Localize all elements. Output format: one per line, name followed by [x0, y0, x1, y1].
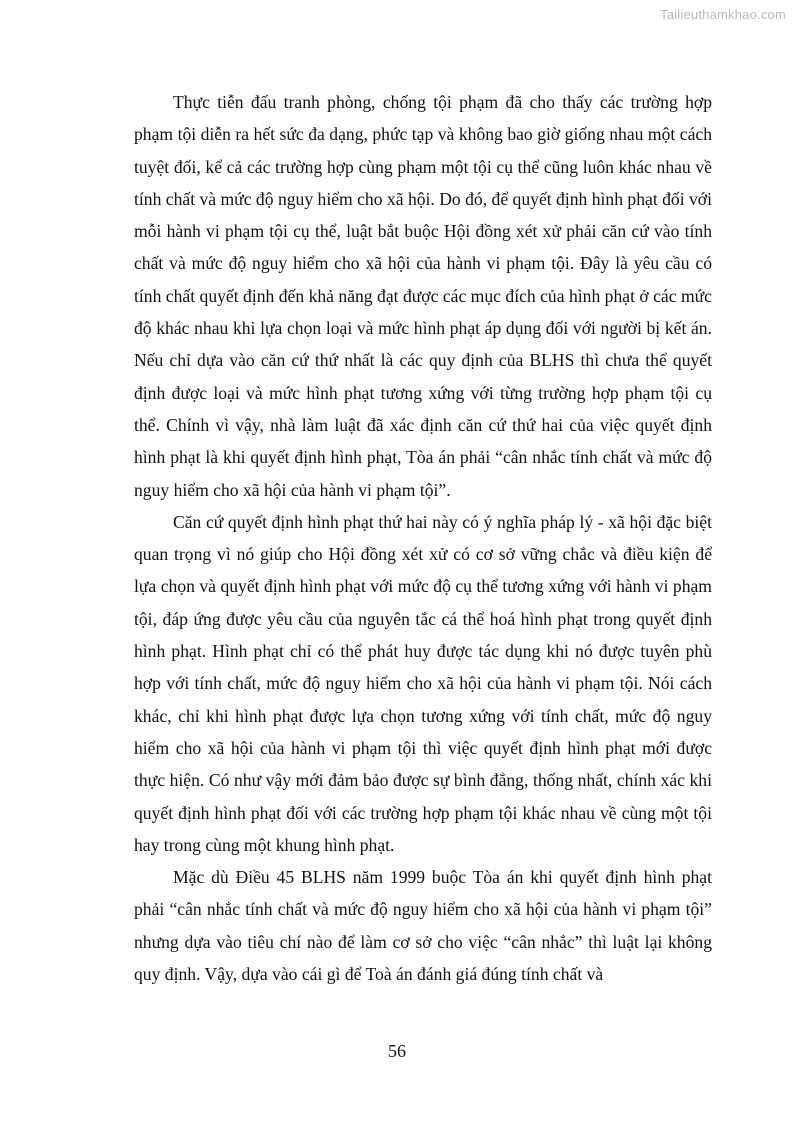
paragraph-1: Thực tiễn đấu tranh phòng, chống tội phạm đã cho thấy các trường hợp phạm tội diễn ra hết sức đa dạng, phức tạp và không bao giờ giống nhau một cách tuyệt đối, kể cả các trường hợp cùng phạm một tội cụ thể cũng luôn khác nhau về tính chất và mức độ nguy hiểm cho xã hội. Do đó, để quyết định hình phạt đối với mỗi hành vi phạm tội cụ thể, luật bắt buộc Hội đồng xét xử phải căn cứ vào tính chất và mức độ nguy hiểm cho xã hội của hành vi phạm tội. Đây là yêu cầu có tính chất quyết định đến khả năng đạt được các mục đích của hình phạt ở các mức độ khác nhau khi lựa chọn loại và mức hình phạt áp dụng đối với người bị kết án. Nếu chỉ dựa vào căn cứ thứ nhất là các quy định của BLHS thì chưa thể quyết định được loại và mức hình phạt tương xứng với từng trường hợp phạm tội cụ thể. Chính vì vậy, nhà làm luật đã xác định căn cứ thứ hai của việc quyết định hình phạt là khi quyết định hình phạt, Tòa án phải “cân nhắc tính chất và mức độ nguy hiểm cho xã hội của hành vi phạm tội”. — [134, 92, 712, 500]
page-body — [134, 86, 712, 990]
paragraph-3: Mặc dù Điều 45 BLHS năm 1999 buộc Tòa án khi quyết định hình phạt phải “cân nhắc tính chất và mức độ nguy hiểm cho xã hội của hành vi phạm tội” nhưng dựa vào tiêu chí nào để làm cơ sở cho việc “cân nhắc” thì luật lại không quy định. Vậy, dựa vào cái gì để Toà án đánh giá đúng tính chất và — [134, 867, 712, 985]
paragraph-2: Căn cứ quyết định hình phạt thứ hai này có ý nghĩa pháp lý - xã hội đặc biệt quan trọng vì nó giúp cho Hội đồng xét xử có cơ sở vững chắc và điều kiện để lựa chọn và quyết định hình phạt với mức độ cụ thể tương xứng với hành vi phạm tội, đáp ứng được yêu cầu của nguyên tắc cá thể hoá hình phạt trong quyết định hình phạt. Hình phạt chỉ có thể phát huy được tác dụng khi nó được tuyên phù hợp với tính chất, mức độ nguy hiểm cho xã hội của hành vi phạm tội. Nói cách khác, chỉ khi hình phạt được lựa chọn tương xứng với tính chất, mức độ nguy hiểm cho xã hội của hành vi phạm tội thì việc quyết định hình phạt mới được thực hiện. Có như vậy mới đảm bảo được sự bình đẳng, thống nhất, chính xác khi quyết định hình phạt đối với các trường hợp phạm tội khác nhau về cùng một tội hay trong cùng một khung hình phạt. — [134, 511, 712, 855]
watermark: Tailieuthamkhao.com — [660, 7, 786, 22]
page-number: 56 — [388, 1041, 406, 1061]
